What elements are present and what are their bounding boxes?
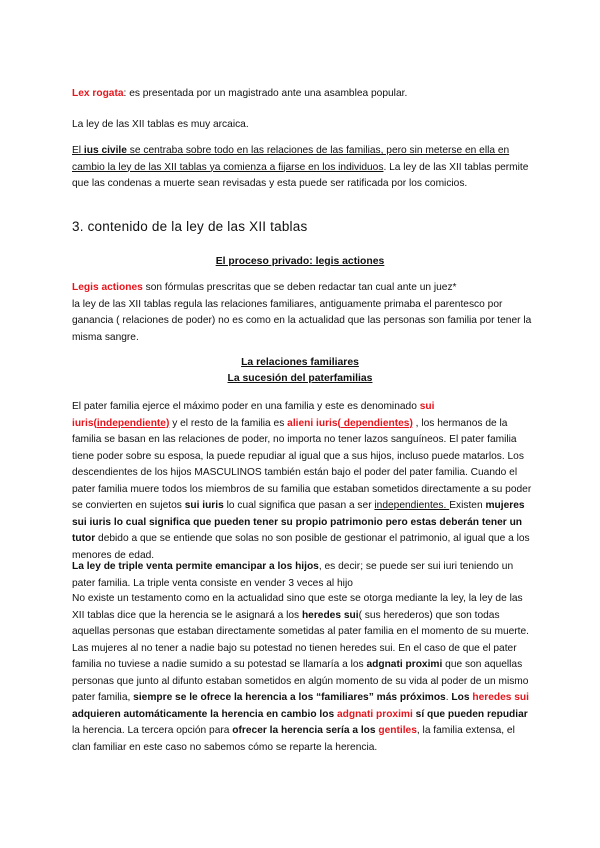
paragraph-text: la herencia. La tercera opción para [72,725,233,736]
paragraph-ius-civile [72,143,532,193]
underlined-text: independientes. [374,500,450,511]
paragraph-text: No existe un testamento como en la actualidad sino que este se otorga mediante la ley, la ley de las XII tablas dice que la herencia se le asignará a los [72,593,523,621]
paragraph-pater-familia [72,399,532,564]
term-gentiles: gentiles [378,725,417,736]
term-adgnati-proximi: adgnati proximi [366,659,443,670]
term-heredes-sui-red: heredes sui [472,692,529,703]
paragraph-text: Existen [449,500,486,511]
underlined-text: se centraba sobre todo en las relaciones de las familias, pero sin meterse en ella en cambio la ley de las XII tablas ya comienza a fijarse en los individuos [72,145,510,173]
paragraph-arcaica [72,117,532,134]
bold-statement: ofrecer la herencia sería a los [232,725,379,736]
bold-statement: La ley de triple venta permite emancipar a los hijos [72,561,319,572]
paragraph-text: El pater familia ejerce el máximo poder en una familia y este es denominado [72,401,420,412]
term-heredes-sui: heredes sui [301,609,359,621]
underlined-text: El [72,145,84,156]
paragraph-triple-venta [72,559,532,592]
term-sui-iuris-bold: sui iuris [184,500,224,511]
paragraph-text: son fórmulas prescritas que se deben redactar tan cual ante un juez* [142,282,457,293]
bold-statement: siempre se le ofrece la herencia a los “familiares” más próximos [133,692,446,703]
heading-proceso-privado: El proceso privado: legis actiones [215,256,385,267]
paragraph-text: : es presentada por un magistrado ante una asamblea popular. [123,88,408,99]
paragraph-text: . La ley de las XII tablas permite que las condenas a muerte sean revisadas y esta puede ser ratificada por los comicios. [72,161,529,189]
paragraph-text: debido a que se entiende que solas no son posible de gestionar el patrimonio, al igual que a los menores de edad. [72,533,530,561]
paragraph-text: La ley de las XII tablas es muy arcaica. [72,119,249,130]
paragraph-text: , los hermanos de la familia se basan en las relaciones de poder, no importa no tener lazos sanguíneos. El pater familia tiene poder sobre su esposa, la puede repudiar al igual que a sus hijos, incluso puede matarlos. Los descendientes de los hijos MASCULINOS también están bajo el poder del pater familia. Cuando el pater familia muere todos los miembros de su familia que estaban sometidos directamente a su poder se convierten en sujetos [72,417,532,511]
paragraph-legis-actiones [72,280,532,346]
bold-statement: Los [451,692,473,703]
term-adgnati-proximi-red: adgnati proximi [336,708,413,720]
term-legis-actiones: Legis actiones [72,282,143,293]
heading-relaciones-familiares: La relaciones familiares [241,357,359,368]
term-lex-rogata: Lex rogata [72,88,124,99]
term-sui-iuris: sui iuris( [72,401,435,429]
bold-statement: mujeres sui iuris lo cual significa que pueden tener su propio patrimonio pero estas deberán tener un tutor [72,500,525,544]
section-title: 3. contenido de la ley de las XII tablas [72,219,308,234]
bold-statement: sí que pueden repudiar [412,708,528,720]
term-dependientes: dependientes) [340,417,413,429]
paragraph-text: ( sus herederos) que son todas aquellas personas que estaban directamente sometidas al pater familia en el momento de su muerte. Las mujeres al no tener a nadie bajo su potestad no tienen heredes sui. En el caso de que el pater familia no tuviese a nadie sumido a su potestad se llamaría a los [72,609,529,670]
paragraph-testamento [72,591,532,756]
paragraph-text: , es decir; se puede ser sui iuri teniendo un pater familia. La triple venta consiste en vender 3 veces al hijo [72,561,514,589]
paragraph-lex-rogata [72,86,532,103]
term-alieni-iuris: alieni iuris( [287,417,341,429]
heading-sucesion-paterfamilias: La sucesión del paterfamilias [227,373,373,384]
paragraph-text: lo cual significa que pasan a ser [223,500,375,511]
paragraph-text: , la familia extensa, el clan familiar en este caso no sabemos cómo se reparte la herencia. [72,725,515,753]
paragraph-text: . [445,692,452,703]
paragraph-text: y el resto de la familia es [169,417,288,429]
term-ius-civile: ius civile [83,145,127,156]
paragraph-text: la ley de las XII tablas regula las relaciones familiares, antiguamente primaba el parentesco por ganancia ( relaciones de poder) no es como en la actualidad que las personas son familia por tener la misma sangre. [72,298,532,343]
paragraph-text: que son aquellas personas que junto al difunto estaban sometidos en algún momento de su vida al poder de un mismo pater familia, [72,659,529,703]
term-independiente: independiente) [96,417,170,429]
bold-statement: adquieren automáticamente la herencia en cambio los [72,708,337,720]
